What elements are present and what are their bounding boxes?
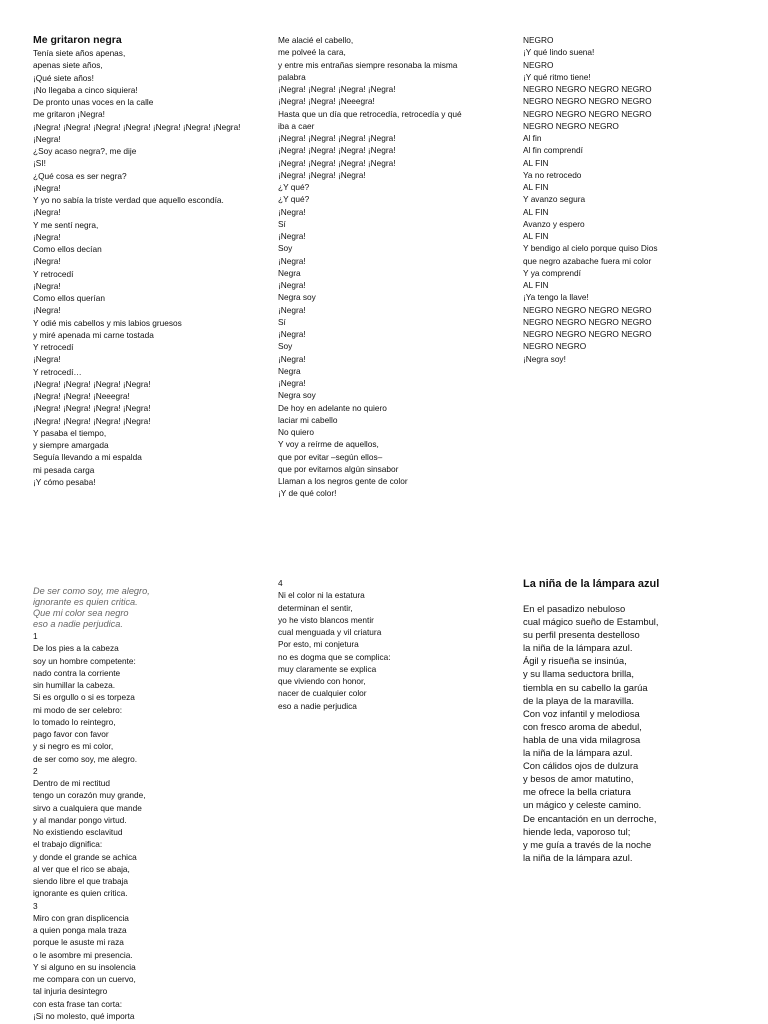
poem-body [33, 630, 150, 1022]
poem-line: Como ellos decían [33, 244, 102, 254]
poem-body [278, 34, 462, 500]
poem-line: ¡Negra! ¡Negra! ¡Negra! ¡Negra! [33, 403, 151, 414]
poem-line: Como ellos querían [33, 293, 105, 303]
poem-line: De pronto unas voces en la calle [33, 97, 154, 107]
poem-line: Y retrocedí [33, 268, 74, 279]
poem-line: ¡Y qué lindo suena! [523, 47, 595, 58]
poem-line: la niña de la lámpara azul. [523, 851, 633, 863]
poem-line: ¡Negra! [33, 256, 61, 267]
epigraph [33, 586, 150, 630]
poem-line: Y retrocedí… [33, 366, 82, 377]
poem-line: Al fin [523, 133, 542, 143]
poem-line: Y bendigo al cielo porque quiso Dios [523, 243, 658, 254]
epigraph-line: Que mi color sea negro [33, 608, 129, 618]
poem-line: ¿Y qué? [278, 194, 310, 205]
poem-line: En el pasadizo nebuloso [523, 603, 626, 614]
poem-line: AL FIN [523, 280, 549, 290]
poem-line: Y retrocedí [33, 342, 74, 352]
poem-line: Seguía llevando a mi espalda [33, 452, 142, 463]
poem-line: Negra soy [278, 292, 316, 303]
poem-line: ¡SI! [33, 158, 46, 169]
poem-line: el trabajo dignifica: [33, 839, 103, 850]
poem-line: y me guía a través de la noche [523, 838, 652, 850]
poem-line: Y voy a reírme de aquellos, [278, 439, 379, 450]
poem-line: o le asombre mi presencia. [33, 949, 133, 960]
poem-line: NEGRO NEGRO NEGRO [523, 120, 619, 131]
poem-line: con esta frase tan corta: [33, 998, 123, 1009]
poem-line: Si es orgullo o si es torpeza [33, 692, 135, 703]
poem-line: la niña de la lámpara azul. [523, 642, 633, 654]
poem-line: ¡Negra! [278, 255, 306, 266]
poem-line: NEGRO NEGRO NEGRO NEGRO [523, 316, 652, 327]
poem-line: sin humillar la cabeza. [33, 680, 116, 690]
poem-body [523, 602, 659, 864]
poem-line: eso a nadie perjudica [278, 700, 357, 711]
poem-line: De los pies a la cabeza [33, 643, 119, 654]
poem-line: NEGRO [523, 59, 554, 70]
poem-line: Al fin comprendí [523, 145, 583, 156]
poem-line: ¡Si no molesto, qué importa [33, 1010, 135, 1021]
epigraph-line: De ser como soy, me alegro, [33, 586, 150, 596]
poem-line: nado contra la corriente [33, 667, 121, 678]
poem-body [523, 34, 658, 365]
poem-me-gritaron-negra [33, 34, 241, 488]
poem-line: Y si alguno en su insolencia [33, 961, 136, 972]
poem-line: tengo un corazón muy grande, [33, 790, 146, 801]
poem-line: Y avanzo segura [523, 194, 586, 205]
poem-line: Con voz infantil y melodiosa [523, 707, 640, 719]
poem-line: yo he visto blancos mentir [278, 614, 374, 625]
poem-line: 3 [33, 900, 38, 911]
poem-line: cual mágico sueño de Estambul, [523, 616, 659, 628]
poem-line: Avanzo y espero [523, 218, 585, 229]
poem-line: Negra soy [278, 390, 316, 401]
poem-line: que viviendo con honor, [278, 676, 366, 686]
epigraph-line: ignorante es quien critica. [33, 597, 138, 607]
poem-line: su perfil presenta destelloso [523, 629, 640, 641]
poem-stanza-four [278, 577, 391, 712]
poem-line: me compara con un cuervo, [33, 974, 136, 984]
poem-line: soy un hombre competente: [33, 655, 136, 666]
poem-line: y al mandar pongo virtud. [33, 814, 127, 825]
poem-line: De encantación en un derroche, [523, 812, 657, 824]
poem-line: Y pasaba el tiempo, [33, 427, 107, 438]
poem-line: Sí [278, 316, 286, 327]
poem-line: Dentro de mi rectitud [33, 778, 111, 788]
poem-line: hiende leda, vaporoso tul; [523, 825, 631, 837]
poem-line: 1 [33, 631, 38, 641]
poem-line: NEGRO NEGRO [523, 341, 587, 352]
poem-line: habla de una vida milagrosa [523, 733, 641, 745]
poem-line: ¡Negra! ¡Negra! ¡Negra! [278, 169, 366, 180]
poem-de-ser-como-soy [33, 586, 150, 1022]
poem-line: Soy [278, 243, 293, 254]
poem-line: que negro azabache fuera mi color [523, 255, 652, 266]
poem-line: de ser como soy, me alegro. [33, 753, 138, 764]
poem-line: 4 [278, 578, 283, 588]
epigraph-line: eso a nadie perjudica. [33, 619, 123, 629]
poem-line: ¿Soy acaso negra?, me dije [33, 146, 137, 156]
poem-line: y besos de amor matutino, [523, 773, 634, 785]
poem-line: ¡Y cómo pesaba! [33, 476, 96, 487]
poem-line: ¡Negra! [33, 305, 61, 316]
poem-line: ¡Negra! [33, 354, 61, 365]
poem-line: me gritaron ¡Negra! [33, 109, 105, 120]
poem-line: AL FIN [523, 231, 549, 241]
poem-line: ignorante es quien critica. [33, 888, 128, 899]
poem-line: ¡Negra! ¡Negra! ¡Negra! ¡Negra! [278, 84, 396, 94]
poem-line: ¡Negra! [33, 280, 61, 291]
poem-line: AL FIN [523, 157, 549, 168]
poem-line: nacer de cualquier color [278, 688, 367, 699]
poem-line: un mágico y celeste camino. [523, 799, 642, 811]
poem-line: iba a caer [278, 120, 315, 131]
poem-line: Miro con gran displicencia [33, 912, 129, 923]
poem-continuation-column [278, 34, 462, 500]
poem-line: Y yo no sabía la triste verdad que aquello escondía. [33, 195, 224, 205]
poem-line: ¡Negra! ¡Negra! ¡Negra! ¡Negra! [33, 415, 151, 426]
poem-line: Negra [278, 267, 301, 278]
poem-line: ¡Negra! [278, 206, 306, 217]
poem-line: que por evitar –según ellos– [278, 451, 383, 462]
poem-line: Ya no retrocedo [523, 169, 582, 180]
poem-line: ¡Ya tengo la llave! [523, 292, 589, 303]
poem-line: pago favor con favor [33, 729, 109, 739]
poem-line: Me alacié el cabello, [278, 35, 354, 45]
poem-line: 2 [33, 765, 38, 776]
poem-line: tiembla en su cabello la garúa [523, 681, 648, 693]
poem-line: De hoy en adelante no quiero [278, 402, 387, 413]
poem-line: apenas siete años, [33, 60, 103, 71]
poem-line: Con cálidos ojos de dulzura [523, 760, 639, 772]
poem-line: Y me sentí negra, [33, 219, 99, 230]
poem-line: lo tomado lo reintegro, [33, 716, 116, 727]
poem-line: de la playa de la maravilla. [523, 694, 634, 706]
poem-line: ¡Negra! [278, 378, 306, 388]
poem-line: al ver que el rico se abaja, [33, 863, 130, 874]
poem-line: palabra [278, 71, 306, 82]
poem-title: La niña de la lámpara azul [523, 578, 660, 590]
poem-line: Soy [278, 341, 293, 352]
poem-line: y miré apenada mi carne tostada [33, 329, 154, 340]
poem-line: NEGRO NEGRO NEGRO NEGRO [523, 84, 652, 94]
poem-line: No existiendo esclavitud [33, 827, 123, 837]
poem-line: Hasta que un día que retrocedía, retrocedía y qué [278, 108, 462, 119]
poem-line: ¡Negra! ¡Negra! ¡Negra! ¡Negra! ¡Negra! ¡Negra! ¡Negra! [33, 121, 241, 132]
poem-line: NEGRO NEGRO NEGRO NEGRO [523, 329, 652, 339]
poem-body [278, 577, 391, 712]
poem-line: y donde el grande se achica [33, 851, 137, 862]
poem-la-nina-de-la-lampara-azul [523, 577, 659, 864]
poem-line: mi pesada carga [33, 464, 95, 475]
poem-line: ¡Negra! [33, 231, 61, 242]
poem-line: ¡Negra! [33, 207, 61, 218]
poem-line: y entre mis entrañas siempre resonaba la misma [278, 59, 458, 70]
poem-body [33, 47, 241, 488]
poem-line: ¡Negra! [278, 280, 306, 290]
poem-line: ¡Negra! [33, 133, 61, 144]
poem-line: ¡Negra! ¡Negra! ¡Negra! ¡Negra! [278, 157, 396, 168]
poem-line: y si negro es mi color, [33, 741, 114, 752]
poem-line: ¡Negra soy! [523, 353, 566, 364]
poem-line: NEGRO NEGRO NEGRO NEGRO [523, 304, 652, 315]
poem-line: no es dogma que se complica: [278, 651, 391, 662]
poem-line: tal injuria desintegro [33, 986, 108, 997]
poem-line: con fresco aroma de abedul, [523, 720, 642, 732]
poem-line: ¡Y de qué color! [278, 488, 337, 499]
poem-line: No quiero [278, 427, 314, 437]
poem-line: NEGRO NEGRO NEGRO NEGRO [523, 108, 652, 119]
poem-line: y su llama seductora brilla, [523, 668, 634, 680]
poem-line: la niña de la lámpara azul. [523, 747, 633, 759]
poem-line: ¡Negra! ¡Negra! ¡Neeegra! [278, 96, 375, 107]
poem-line: Ágil y risueña se insinúa, [523, 655, 627, 667]
poem-line: ¡Negra! ¡Negra! ¡Negra! ¡Negra! [33, 378, 151, 389]
poem-line: ¡Negra! ¡Negra! ¡Neeegra! [33, 391, 130, 401]
poem-line: ¡Negra! [278, 353, 306, 364]
poem-line: Llaman a los negros gente de color [278, 476, 408, 486]
poem-line: NEGRO [523, 35, 554, 45]
poem-title: Me gritaron negra [33, 34, 122, 46]
poem-line: porque le asuste mi raza [33, 937, 124, 948]
poem-ending-column [523, 34, 658, 365]
poem-line: laciar mi cabello [278, 414, 338, 425]
poem-line: determinan el sentir, [278, 602, 353, 613]
poem-line: y siempre amargada [33, 440, 109, 450]
poem-line: ¡Negra! [278, 329, 306, 339]
poem-line: Negra [278, 365, 301, 376]
poem-line: ¡Qué siete años! [33, 72, 94, 83]
poem-line: AL FIN [523, 182, 549, 192]
poem-line: ¿Y qué? [278, 182, 310, 192]
poem-line: a quien ponga mala traza [33, 925, 127, 935]
poem-line: AL FIN [523, 206, 549, 217]
poem-line: Y ya comprendí [523, 267, 581, 278]
poem-line: ¡Y qué ritmo tiene! [523, 71, 591, 82]
poem-line: Tenía siete años apenas, [33, 48, 126, 58]
poem-line: ¡No llegaba a cinco siquiera! [33, 84, 138, 95]
poem-line: ¡Negra! [278, 231, 306, 241]
poem-line: que por evitarnos algún sinsabor [278, 463, 399, 474]
poem-line: siendo libre el que trabaja [33, 876, 129, 886]
poem-line: cual menguada y vil criatura [278, 627, 382, 637]
poem-line: me ofrece la bella criatura [523, 786, 631, 798]
poem-line: Ni el color ni la estatura [278, 590, 365, 601]
poem-line: mi modo de ser celebro: [33, 704, 123, 715]
poem-line: Por esto, mi conjetura [278, 639, 359, 650]
poem-line: Sí [278, 218, 286, 229]
poem-line: muy claramente se explica [278, 663, 377, 674]
poem-line: NEGRO NEGRO NEGRO NEGRO [523, 96, 652, 107]
poem-line: ¿Qué cosa es ser negra? [33, 170, 127, 181]
poem-line: ¡Negra! ¡Negra! ¡Negra! ¡Negra! [278, 145, 396, 156]
poem-line: ¡Negra! [278, 304, 306, 315]
poem-line: ¡Negra! [33, 182, 61, 193]
poem-line: ¡Negra! ¡Negra! ¡Negra! ¡Negra! [278, 133, 396, 143]
poem-line: Y odié mis cabellos y mis labios gruesos [33, 317, 182, 328]
poem-line: sirvo a cualquiera que mande [33, 802, 142, 813]
poem-line: me polveé la cara, [278, 47, 346, 58]
